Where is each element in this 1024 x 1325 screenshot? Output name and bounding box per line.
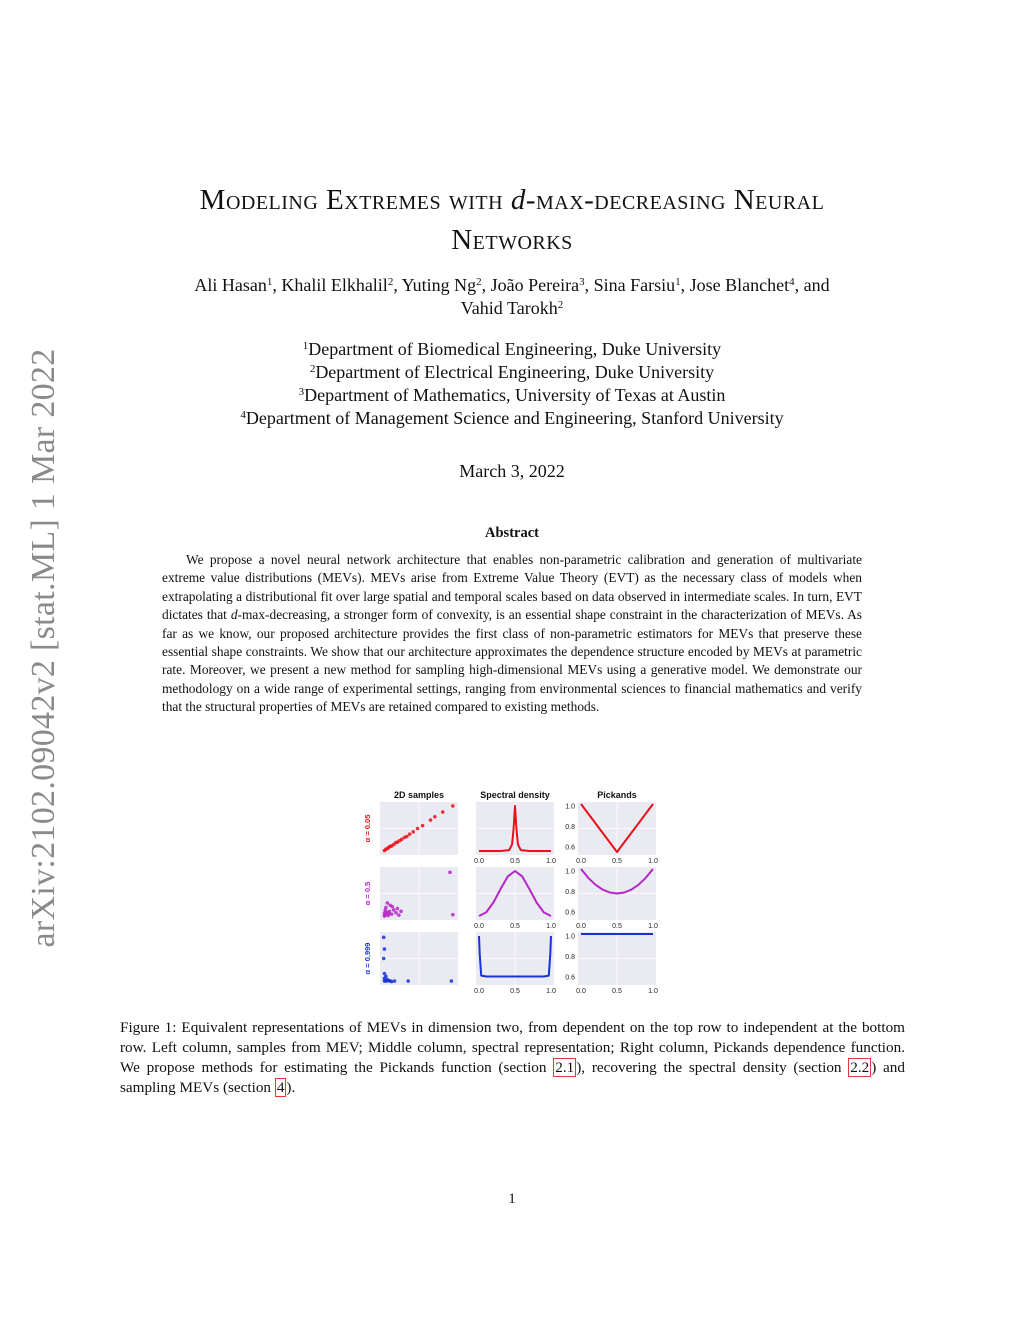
scatter-point: [383, 972, 387, 976]
scatter-point: [451, 913, 455, 917]
x-tick-label: 0.5: [612, 858, 622, 865]
author-line-2: [100, 297, 924, 320]
y-tick-label: 0.8: [565, 889, 575, 896]
caption-text: ) and sampling MEVs (section: [120, 1059, 905, 1096]
y-tick-label: 0.8: [565, 824, 575, 831]
affiliation-text: Department of Management Science and Engineering, Stanford University: [245, 408, 784, 428]
x-tick-label: 0.0: [576, 988, 586, 995]
scatter-point: [382, 936, 386, 940]
author-sep: ,: [481, 275, 491, 295]
x-tick-label: 0.5: [510, 858, 520, 865]
caption-text: Figure 1: Equivalent representations of MEVs in dimension two, from dependent on the top row to independent at the bottom row. Left column, samples from MEV; Middle column, spectral representation; Right column, Pickands dependence function. We propose methods for estimating the Pickands function (section: [120, 1019, 905, 1076]
author-sup: 3: [579, 276, 585, 288]
abstract-text-b: -max-decreasing, a stronger form of convexity, is an essential shape constraint in the characterization of MEVs. As far as we know, our proposed architecture provides the first class of non-parametric estimators for MEVs that preserve these essential shape constraints. We show that our architecture approximates the dependence structure encoded by MEVs at parametric rate. Moreover, we present a new method for sampling high-dimensional MEVs using a generative model. We demonstrate our methodology on a wide range of experimental settings, ranging from environmental sciences to financial mathematics and verify that the structural properties of MEVs are retained compared to existing methods.: [162, 607, 862, 715]
author-name: Sina Farsiu: [593, 275, 676, 295]
author-sup: 2: [557, 299, 564, 311]
author-and: , and: [794, 275, 830, 295]
scatter-point: [387, 912, 391, 916]
author-name: Yuting Ng: [401, 275, 477, 295]
abstract-heading: Abstract: [485, 525, 539, 541]
scatter-point: [383, 947, 387, 951]
scatter-point: [429, 818, 433, 822]
scatter-point: [386, 978, 390, 982]
scatter-point: [397, 913, 401, 917]
x-tick-label: 0.0: [474, 923, 484, 930]
x-tick-label: 0.5: [510, 923, 520, 930]
abstract-italic: d: [230, 607, 238, 623]
affiliation: [100, 361, 924, 384]
scatter-point: [399, 910, 403, 914]
title-part2: -max-decreasing Neural: [525, 184, 825, 216]
paper-title: [112, 180, 912, 260]
author-sup: 1: [266, 276, 273, 288]
scatter-point: [392, 908, 396, 912]
scatter-point: [448, 871, 452, 875]
affiliation: [100, 338, 924, 361]
x-tick-label: 1.0: [546, 923, 556, 930]
scatter-point: [394, 911, 398, 915]
x-tick-label: 1.0: [546, 858, 556, 865]
x-tick-label: 1.0: [648, 988, 658, 995]
scatter-point: [421, 824, 425, 828]
author-name: Khalil Elkhalil: [281, 275, 388, 295]
y-tick-label: 1.0: [565, 933, 575, 941]
affiliation-sup: 1: [302, 340, 309, 352]
row-label: α = 0.999: [363, 942, 372, 975]
affiliation-sup: 2: [309, 363, 316, 375]
y-tick-label: 1.0: [565, 803, 575, 811]
author-sup: 4: [789, 276, 795, 288]
column-title: Spectral density: [480, 790, 550, 800]
column-title: Pickands: [597, 790, 637, 800]
author-name: Vahid Tarokh: [460, 298, 558, 318]
scatter-point: [411, 830, 415, 834]
row-label: α = 0.5: [363, 881, 372, 906]
x-tick-label: 0.0: [474, 988, 484, 995]
x-tick-label: 0.5: [612, 923, 622, 930]
y-tick-label: 1.0: [565, 868, 575, 876]
column-title: 2D samples: [393, 790, 445, 800]
x-tick-label: 0.5: [612, 988, 622, 995]
scatter-point: [408, 832, 412, 836]
section-link[interactable]: 2.2: [850, 1059, 870, 1076]
caption-text: ).: [286, 1079, 296, 1096]
affiliation-list: [100, 338, 924, 430]
author-sep: ,: [272, 275, 282, 295]
author-name: Ali Hasan: [194, 275, 267, 295]
x-tick-label: 0.0: [474, 858, 484, 865]
y-tick-label: 0.8: [565, 954, 575, 961]
scatter-point: [416, 827, 420, 831]
y-tick-label: 0.6: [565, 844, 575, 852]
x-tick-label: 1.0: [648, 923, 658, 930]
scatter-point: [391, 905, 395, 909]
page-number: 1: [508, 1191, 516, 1207]
arxiv-identifier-text: arXiv:2102.09042v2 [stat.ML] 1 Mar 2022: [25, 348, 62, 948]
author-sup: 2: [476, 276, 482, 288]
author-sup: 1: [675, 276, 681, 288]
affiliation: [100, 407, 924, 430]
scatter-point: [405, 835, 409, 839]
section-link[interactable]: 2.1: [555, 1059, 575, 1076]
figure-caption: [120, 1018, 905, 1098]
figure-1: [358, 787, 668, 1002]
x-tick-label: 1.0: [546, 988, 556, 995]
caption-text: ), recovering the spectral density (section: [576, 1059, 849, 1076]
scatter-point: [386, 901, 390, 905]
author-sup: 2: [387, 276, 394, 288]
affiliation: [100, 384, 924, 407]
author-name: Jose Blanchet: [689, 275, 790, 295]
publication-date: March 3, 2022: [459, 461, 565, 481]
figure-1-plot-grid: [358, 787, 668, 1002]
y-tick-label: 0.6: [565, 974, 575, 982]
scatter-point: [396, 907, 400, 911]
abstract-body: [162, 551, 862, 717]
scatter-point: [406, 979, 410, 983]
author-list: [100, 274, 924, 320]
x-tick-label: 1.0: [648, 858, 658, 865]
title-italic: d: [510, 184, 526, 216]
title-part1: Modeling Extremes with: [199, 184, 511, 216]
scatter-point: [441, 810, 445, 814]
abstract-text-a: We propose a novel neural network architecture that enables non-parametric calibration and generation of multivariate extreme value distributions (MEVs). MEVs arise from Extreme Value Theory (EVT) as the necessary class of models when extrapolating a distributional fit over large spatial and temporal scales based on data observed in intermediate scales. In turn, EVT dictates that: [162, 552, 862, 623]
scatter-point: [383, 911, 387, 915]
affiliation-sup: 3: [298, 386, 305, 398]
affiliation-text: Department of Electrical Engineering, Duke University: [315, 362, 715, 382]
author-name: João Pereira: [490, 275, 580, 295]
y-tick-label: 0.6: [565, 909, 575, 917]
author-line-1: [100, 274, 924, 297]
author-sep: ,: [680, 275, 690, 295]
scatter-point: [393, 979, 397, 983]
row-label: α = 0.05: [363, 814, 372, 843]
x-tick-label: 0.0: [576, 858, 586, 865]
section-link[interactable]: 4: [276, 1079, 285, 1096]
author-sep: ,: [584, 275, 594, 295]
scatter-point: [450, 979, 454, 983]
affiliation-text: Department of Biomedical Engineering, Duke University: [308, 339, 722, 359]
title-line2: Networks: [451, 224, 573, 256]
scatter-point: [382, 957, 386, 961]
affiliation-sup: 4: [240, 409, 246, 421]
scatter-point: [451, 804, 455, 808]
x-tick-label: 0.5: [510, 988, 520, 995]
x-tick-label: 0.0: [576, 923, 586, 930]
author-sep: ,: [393, 275, 402, 295]
scatter-point: [433, 815, 437, 819]
affiliation-text: Department of Mathematics, University of Texas at Austin: [304, 385, 726, 405]
